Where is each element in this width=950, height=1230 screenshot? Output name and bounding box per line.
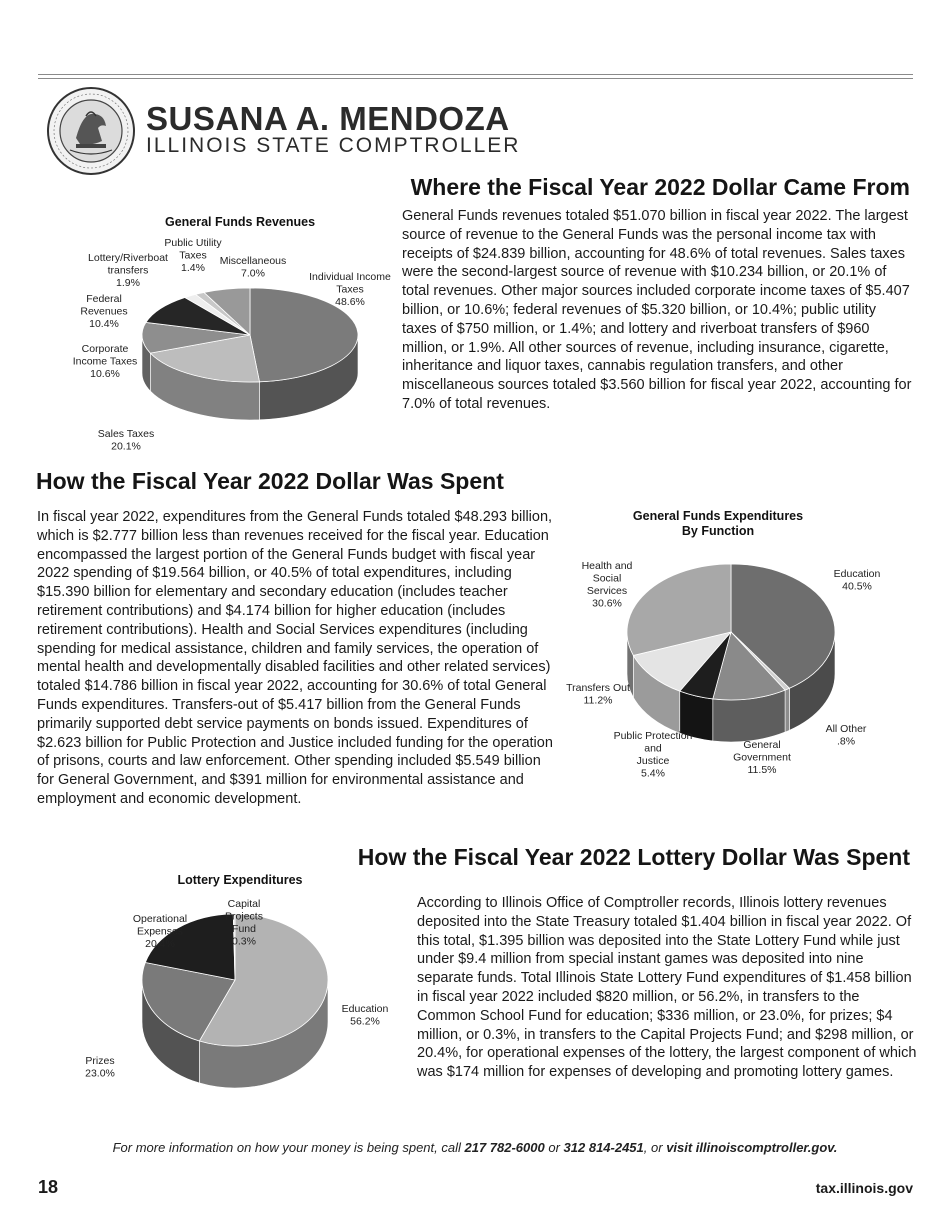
slice-label-education: Education 56.2% bbox=[341, 1003, 389, 1028]
footer-phone-1[interactable]: 217 782-6000 bbox=[464, 1140, 545, 1155]
slice-label-operational-expenses: Operational Expenses 20.4% bbox=[132, 913, 188, 950]
revenue-pie-chart bbox=[0, 205, 400, 465]
revenue-paragraph: General Funds revenues totaled $51.070 billion in fiscal year 2022. The largest source of revenue to the General Funds was the personal income tax with receipts of $24.839 billion, accounting for 48.6% of total revenues. Sales taxes were the second-largest source of revenue with $10.234 billion, or 20.1% of total revenues. Other major sources included corporate income taxes of $5.407 billion, or 10.6%; federal revenues of $5.320 billion, or 10.4%; public utility taxes of $750 million, or 1.4%; and lottery and riverboat transfers of $960 million, or 1.9%. All other sources of revenue, including insurance, cigarette, inheritance and liquor taxes, cannabis regulation transfers, and other miscellaneous sources totaled $3.560 billion for fiscal year 2022, accounting for 7.0% of total revenues. bbox=[402, 208, 912, 412]
slice-label-sales-taxes: Sales Taxes 20.1% bbox=[97, 428, 155, 453]
footer-phone-2[interactable]: 312 814-2451 bbox=[563, 1140, 644, 1155]
slice-label-education: Education 40.5% bbox=[833, 568, 881, 593]
slice-label-public-protection-and-justice: Public Protection and Justice 5.4% bbox=[613, 730, 693, 780]
slice-label-capital-projects-fund: Capital Projects Fund 0.3% bbox=[225, 898, 263, 948]
chart-title: Lottery Expenditures bbox=[177, 873, 303, 887]
slice-label-transfers-out: Transfers Out 11.2% bbox=[566, 682, 630, 707]
comptroller-title: ILLINOIS STATE COMPTROLLER bbox=[146, 134, 521, 157]
lottery-paragraph: According to Illinois Office of Comptroller records, Illinois lottery revenues deposited into the State Treasury totaled $1.404 billion in fiscal year 2022. Of this total, $1.395 billion was deposited into the State Lottery Fund while just under $9.4 million from special instant games was deposited into nine separate funds. Total Illinois State Lottery Fund expenditures of $1.458 billion in fiscal year 2022 included $820 million, or 56.2%, in transfers to the Common School Fund for education; $336 million, or 23.0%, for prizes; $4 million, or 0.3%, in transfers to the Capital Projects Fund; and $298 million, or 20.4%, for operational expenses of the lottery, the largest component of which was $174 million for expenses of developing and promoting lottery games. bbox=[417, 895, 917, 1081]
slice-label-prizes: Prizes 23.0% bbox=[85, 1055, 115, 1080]
slice-label-individual-income-taxes: Individual Income Taxes 48.6% bbox=[309, 271, 391, 308]
footer-post: , or bbox=[643, 1140, 667, 1155]
section-heading-revenue: Where the Fiscal Year 2022 Dollar Came From bbox=[410, 174, 910, 200]
slice-label-corporate-income-taxes: Corporate Income Taxes 10.6% bbox=[72, 343, 138, 380]
expenditures-pie-chart bbox=[560, 505, 915, 795]
spent-paragraph: In fiscal year 2022, expenditures from the General Funds totaled $48.293 billion, which is $2.777 billion less than revenues received for the fiscal year. Education encompassed the largest portion of the General Funds budget with fiscal year 2022 spending of $19.564 billion, or 40.5% of total expenditures, including $15.390 billion for elementary and secondary education (includes teacher retirement contributions) and $4.174 billion for higher education (includes retirement contributions). Health and Social Services expenditures (including spending for medical assistance, children and family services, the operation of mental health and developmentally disabled facilities and other related services) totaled $14.786 billion in fiscal year 2022, accounting for 30.6% of total General Funds expenditures. Transfers-out of $5.417 billion from the General Funds primarily supported debt service payments on bonds issued. Expenditures of $2.623 billion for Public Protection and Justice included funding for the operation of prisons, courts and law enforcement. Other spending included $5.549 billion for General Government, and $391 million for environmental assistance and employment and economic development. bbox=[37, 509, 553, 807]
state-seal-icon bbox=[46, 86, 136, 176]
top-rule bbox=[38, 74, 913, 75]
slice-label-miscellaneous: Miscellaneous 7.0% bbox=[219, 255, 287, 280]
page-number: 18 bbox=[38, 1177, 59, 1197]
top-rule-2 bbox=[38, 78, 913, 79]
chart-title: General Funds Revenues bbox=[164, 215, 316, 229]
section-heading-lottery: How the Fiscal Year 2022 Lottery Dollar Was Spent bbox=[357, 844, 910, 870]
section-heading-spent: How the Fiscal Year 2022 Dollar Was Spent bbox=[36, 468, 504, 494]
footer-pre: For more information on how your money is being spent, call bbox=[112, 1140, 465, 1155]
chart-title: General Funds Expenditures By Function bbox=[632, 509, 804, 538]
slice-label-general-government: General Government 11.5% bbox=[733, 739, 791, 776]
slice-label-lottery-riverboat-transfers: Lottery/Riverboat transfers 1.9% bbox=[88, 252, 168, 289]
slice-label-public-utility-taxes: Public Utility Taxes 1.4% bbox=[164, 237, 222, 274]
slice-label-health-and-social-services: Health and Social Services 30.6% bbox=[581, 560, 633, 610]
slice-label-all-other: All Other .8% bbox=[825, 723, 867, 748]
footer-mid: or bbox=[544, 1140, 564, 1155]
site-url[interactable]: tax.illinois.gov bbox=[815, 1180, 913, 1196]
slice-label-federal-revenues: Federal Revenues 10.4% bbox=[80, 293, 128, 330]
comptroller-name: SUSANA A. MENDOZA bbox=[146, 100, 510, 137]
lottery-pie-chart bbox=[60, 868, 410, 1133]
pie-wall-all-other bbox=[785, 688, 789, 732]
footer-note bbox=[0, 1140, 950, 1155]
footer-website-link[interactable]: visit illinoiscomptroller.gov. bbox=[666, 1140, 838, 1155]
